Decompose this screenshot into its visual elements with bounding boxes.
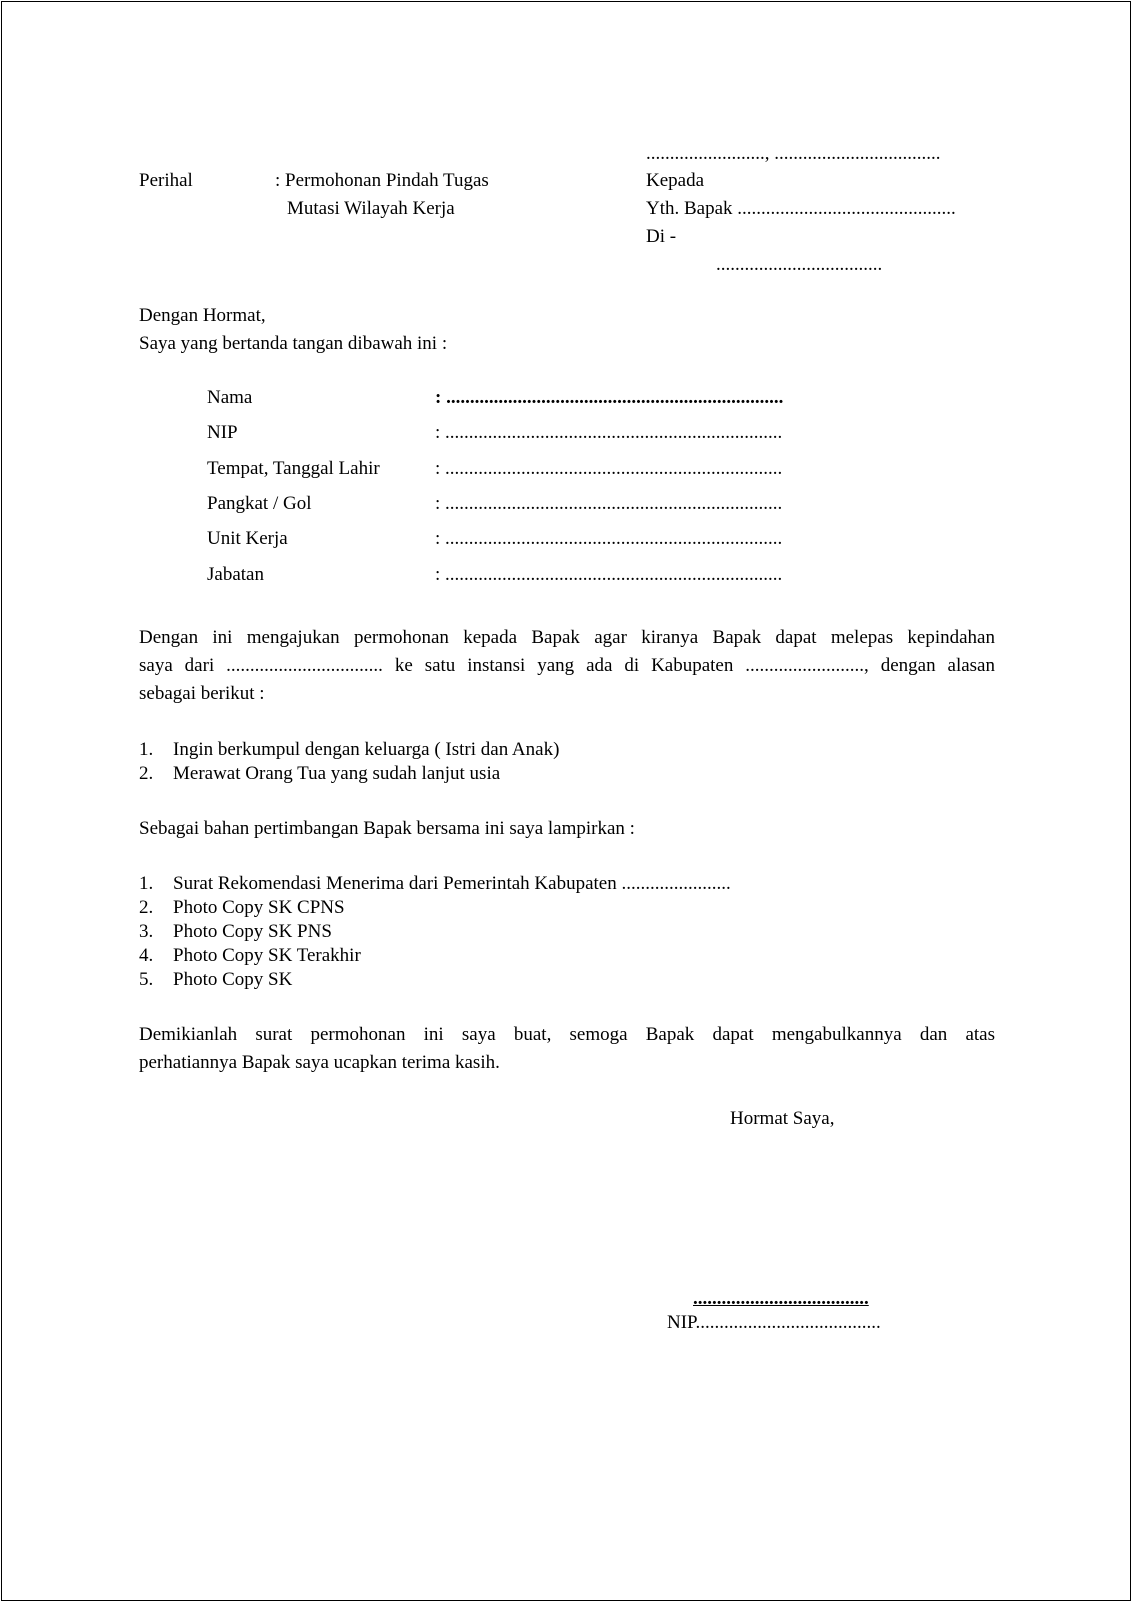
request-paragraph — [139, 624, 995, 708]
attachment-number: 3. — [139, 921, 154, 942]
place-date: ........................., ................................... — [646, 143, 941, 164]
attachments-intro: Sebagai bahan pertimbangan Bapak bersama ini saya lampirkan : — [139, 818, 635, 839]
field-label-nama: Nama — [207, 387, 253, 408]
intro: Saya yang bertanda tangan dibawah ini : — [139, 333, 448, 354]
regards: Hormat Saya, — [730, 1108, 835, 1129]
attachment-text: Photo Copy SK CPNS — [173, 897, 345, 918]
closing-line: Demikianlah surat permohonan ini saya buat, semoga Bapak dapat mengabulkannya dan atas — [139, 1024, 995, 1045]
field-value-nama: : ....................................................................... — [435, 387, 784, 408]
reason-text: Ingin berkumpul dengan keluarga ( Istri dan Anak) — [173, 739, 560, 760]
attachment-text: Surat Rekomendasi Menerima dari Pemerintah Kabupaten ....................... — [173, 873, 731, 894]
signatory-nip: NIP....................................... — [667, 1312, 881, 1333]
di-label: Di - — [646, 226, 677, 247]
attachment-text: Photo Copy SK PNS — [173, 921, 332, 942]
request-line: sebagai berikut : — [139, 683, 265, 704]
attachment-number: 1. — [139, 873, 154, 894]
field-label-nip: NIP — [207, 422, 238, 443]
perihal-value: : Permohonan Pindah Tugas — [275, 170, 489, 191]
yth-recipient: Yth. Bapak .............................................. — [646, 198, 956, 219]
request-line: Dengan ini mengajukan permohonan kepada Bapak agar kiranya Bapak dapat melepas kepindahan — [139, 627, 995, 648]
field-label-pangkat: Pangkat / Gol — [207, 493, 312, 514]
field-label-jabatan: Jabatan — [207, 564, 264, 585]
attachment-number: 4. — [139, 945, 154, 966]
field-value-jabatan: : ....................................................................... — [435, 564, 783, 585]
closing-paragraph — [139, 1021, 995, 1077]
field-value-pangkat: : ....................................................................... — [435, 493, 783, 514]
field-value-unit: : ....................................................................... — [435, 528, 783, 549]
attachment-text: Photo Copy SK — [173, 969, 293, 990]
reason-text: Merawat Orang Tua yang sudah lanjut usia — [173, 763, 501, 784]
perihal-label: Perihal — [139, 170, 193, 191]
kepada: Kepada — [646, 170, 705, 191]
field-label-ttl: Tempat, Tanggal Lahir — [207, 458, 380, 479]
di-place: ................................... — [716, 254, 883, 275]
attachment-number: 2. — [139, 897, 154, 918]
request-line: saya dari ................................. ke satu instansi yang ada di Kabupaten ........................., dengan alasan — [139, 655, 995, 676]
field-label-unit: Unit Kerja — [207, 528, 288, 549]
attachment-number: 5. — [139, 969, 154, 990]
perihal-value-cont: Mutasi Wilayah Kerja — [287, 198, 455, 219]
attachment-text: Photo Copy SK Terakhir — [173, 945, 361, 966]
letter-page — [1, 1, 1131, 1601]
closing-line: perhatiannya Bapak saya ucapkan terima kasih. — [139, 1052, 500, 1073]
reason-number: 1. — [139, 739, 154, 760]
greeting: Dengan Hormat, — [139, 305, 266, 326]
field-value-ttl: : ....................................................................... — [435, 458, 783, 479]
signatory-name: ..................................... — [693, 1288, 869, 1309]
reason-number: 2. — [139, 763, 154, 784]
field-value-nip: : ....................................................................... — [435, 422, 783, 443]
